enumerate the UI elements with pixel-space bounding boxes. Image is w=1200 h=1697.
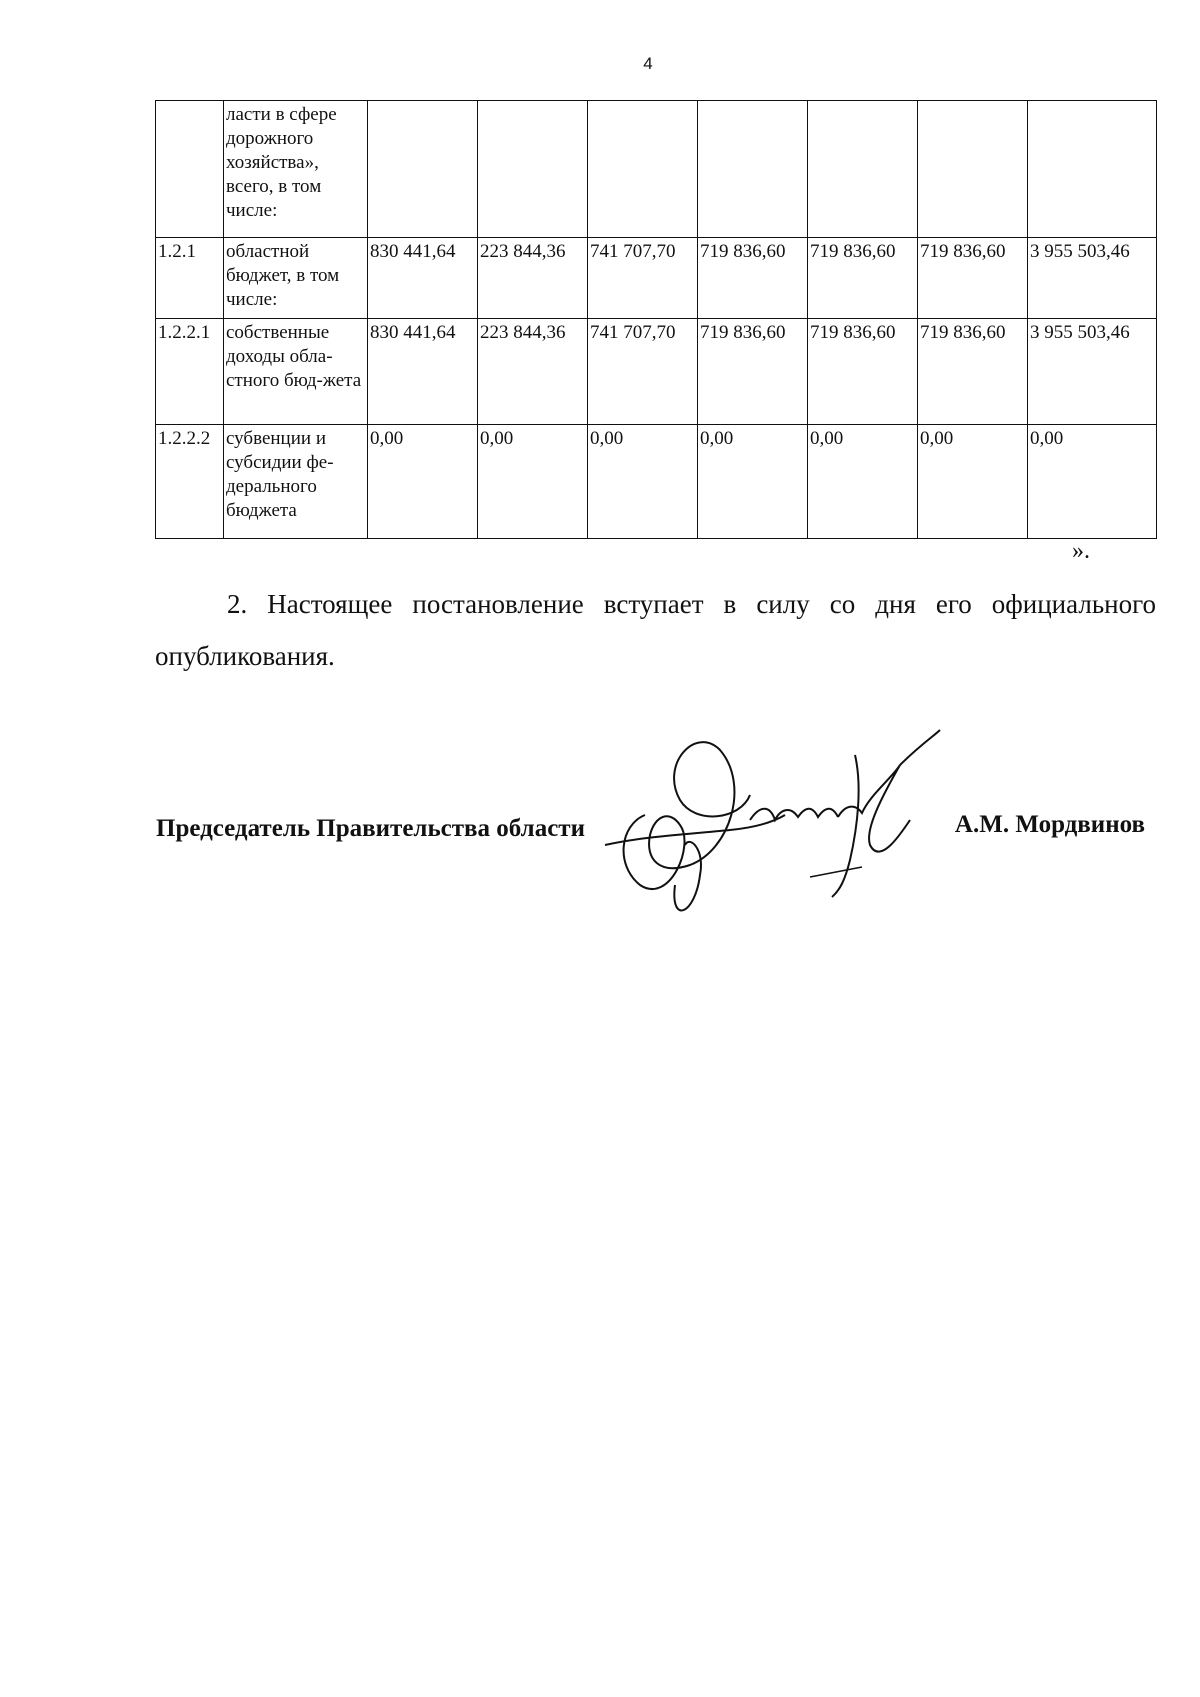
value-cell: 719 836,60 bbox=[808, 238, 918, 319]
signatory-name: А.М. Мордвинов bbox=[954, 811, 1145, 838]
value-cell: 0,00 bbox=[698, 425, 808, 539]
table-row bbox=[156, 425, 1157, 539]
value-cell bbox=[368, 101, 478, 238]
budget-table bbox=[155, 100, 1157, 539]
value-cell bbox=[588, 101, 698, 238]
handwritten-signature bbox=[600, 725, 960, 935]
value-cell: 719 836,60 bbox=[698, 238, 808, 319]
row-code: 1.2.1 bbox=[156, 238, 224, 319]
value-cell: 3 955 503,46 bbox=[1028, 238, 1157, 319]
page-number: 4 bbox=[643, 54, 653, 73]
paragraph-effective-date: 2. Настоящее постановление вступает в силу со дня его официального опубликования. bbox=[155, 589, 1156, 671]
table-row bbox=[156, 238, 1157, 319]
row-code: 1.2.2.2 bbox=[156, 425, 224, 539]
value-cell bbox=[918, 101, 1028, 238]
value-cell: 223 844,36 bbox=[478, 238, 588, 319]
value-cell: 741 707,70 bbox=[588, 238, 698, 319]
value-cell: 3 955 503,46 bbox=[1028, 319, 1157, 425]
value-cell: 719 836,60 bbox=[918, 238, 1028, 319]
table-row bbox=[156, 101, 1157, 238]
value-cell bbox=[478, 101, 588, 238]
row-name: областной бюджет, в том числе: bbox=[224, 238, 368, 319]
signatory-title: Председатель Правительства области bbox=[156, 815, 585, 842]
table-row bbox=[156, 319, 1157, 425]
value-cell: 0,00 bbox=[478, 425, 588, 539]
value-cell: 0,00 bbox=[1028, 425, 1157, 539]
value-cell: 741 707,70 bbox=[588, 319, 698, 425]
row-name: собственные доходы обла-стного бюд-жета bbox=[224, 319, 368, 425]
value-cell: 719 836,60 bbox=[918, 319, 1028, 425]
value-cell: 719 836,60 bbox=[808, 319, 918, 425]
row-code: 1.2.2.1 bbox=[156, 319, 224, 425]
value-cell: 0,00 bbox=[918, 425, 1028, 539]
closing-quote: ». bbox=[1072, 538, 1090, 564]
value-cell bbox=[698, 101, 808, 238]
row-name: субвенции и субсидии фе-дерального бюджета bbox=[224, 425, 368, 539]
value-cell: 0,00 bbox=[808, 425, 918, 539]
value-cell bbox=[808, 101, 918, 238]
value-cell: 0,00 bbox=[368, 425, 478, 539]
value-cell: 0,00 bbox=[588, 425, 698, 539]
value-cell: 830 441,64 bbox=[368, 238, 478, 319]
value-cell: 223 844,36 bbox=[478, 319, 588, 425]
row-code bbox=[156, 101, 224, 238]
value-cell: 719 836,60 bbox=[698, 319, 808, 425]
value-cell: 830 441,64 bbox=[368, 319, 478, 425]
value-cell bbox=[1028, 101, 1157, 238]
row-name: ласти в сфере дорожного хозяйства», всего, в том числе: bbox=[224, 101, 368, 238]
